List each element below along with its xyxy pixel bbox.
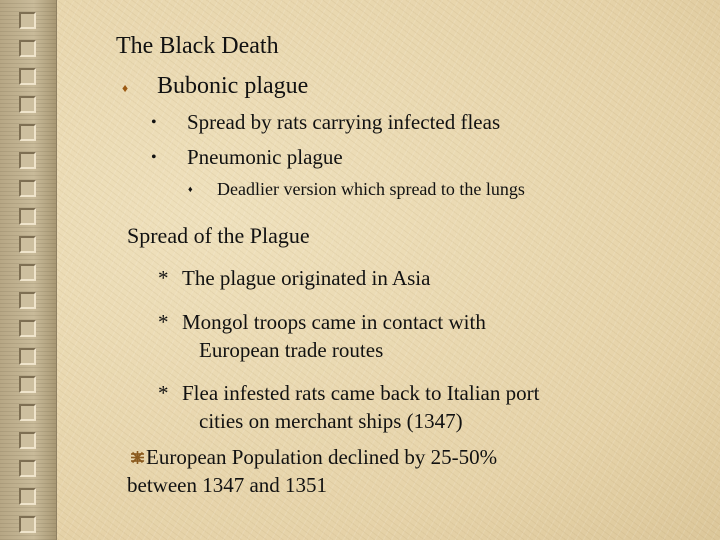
spread-point-line: European trade routes — [199, 338, 384, 362]
bubonic-item: Spread by rats carrying infected fleas — [187, 110, 501, 134]
population-line: between 1347 and 1351 — [127, 473, 328, 497]
binder-square — [19, 208, 36, 225]
binder-square — [19, 404, 36, 421]
binder-square — [19, 264, 36, 281]
binder-square — [19, 236, 36, 253]
spread-point-line: The plague originated in Asia — [182, 266, 431, 290]
spread-point-marker: * — [158, 381, 169, 405]
dot-bullet-icon: • — [151, 114, 157, 131]
binder-square — [19, 12, 36, 29]
bubonic-item: Pneumonic plague — [187, 145, 343, 169]
binder-square — [19, 460, 36, 477]
binder-square — [19, 152, 36, 169]
spread-point-line: Mongol troops came in contact with — [182, 310, 486, 334]
spread-point-line: cities on merchant ships (1347) — [199, 409, 463, 433]
spread-point-marker: * — [158, 310, 169, 334]
bubonic-heading: Bubonic plague — [157, 73, 309, 99]
binder-square — [19, 292, 36, 309]
binder-square — [19, 124, 36, 141]
binder-square — [19, 96, 36, 113]
spread-point-marker: * — [158, 266, 169, 290]
binder-square — [19, 348, 36, 365]
spread-heading: Spread of the Plague — [127, 223, 310, 248]
slide-title: The Black Death — [116, 33, 279, 59]
binder-square — [19, 40, 36, 57]
binder-square — [19, 432, 36, 449]
bubonic-sub-item: Deadlier version which spread to the lungs — [217, 179, 525, 199]
diamond-bullet-icon: ♦ — [122, 81, 129, 95]
spread-point-line: Flea infested rats came back to Italian port — [182, 381, 540, 405]
binder-square — [19, 320, 36, 337]
asterisk-bullet-icon — [130, 450, 145, 465]
binder-square — [19, 180, 36, 197]
population-line: European Population declined by 25-50% — [146, 445, 498, 469]
binder-square — [19, 516, 36, 533]
dot-bullet-icon: • — [151, 149, 157, 166]
small-square-bullet-icon: ♦ — [188, 184, 193, 194]
binder-strip — [0, 0, 57, 540]
binder-square — [19, 488, 36, 505]
binder-square — [19, 376, 36, 393]
binder-square — [19, 68, 36, 85]
